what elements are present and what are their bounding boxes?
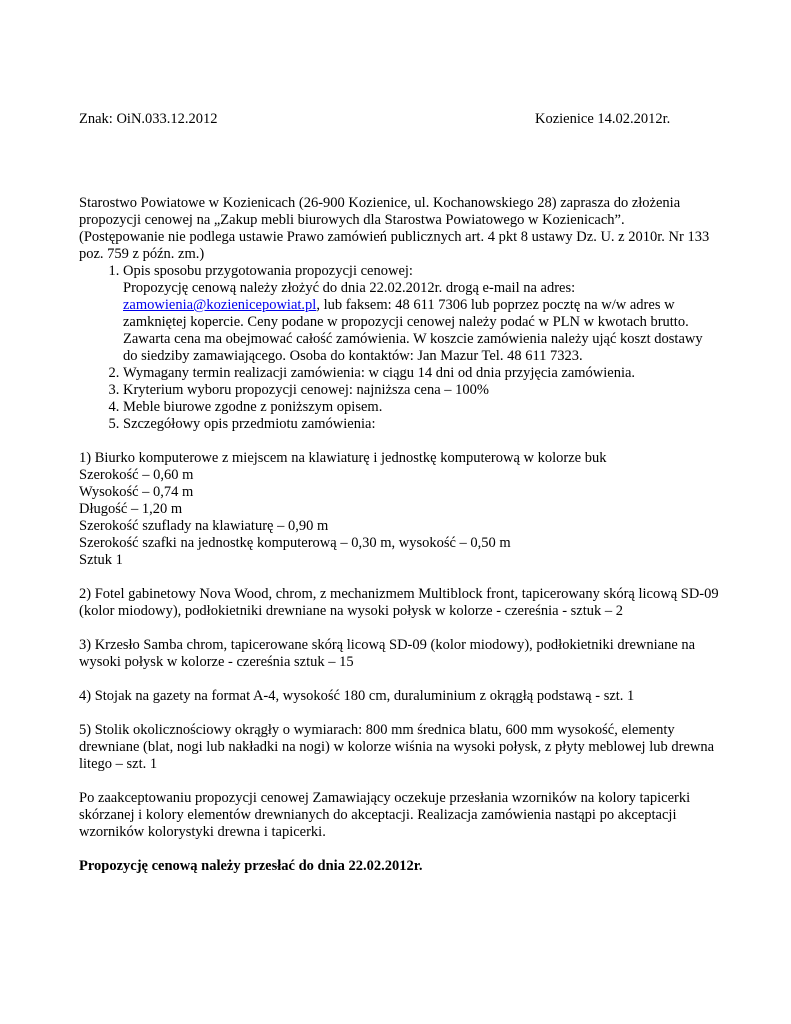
item-desk-cabinet: Szerokość szafki na jednostkę komputerową – 0,30 m, wysokość – 0,50 m bbox=[79, 535, 511, 551]
item-desk-title: 1) Biurko komputerowe z miejscem na klawiaturę i jednostkę komputerową w kolorze buk bbox=[79, 450, 607, 466]
submission-info: Propozycję cenową należy złożyć do dnia 22.02.2012r. drogą e-mail na adres: bbox=[123, 280, 576, 296]
list-item: 4. Meble biurowe zgodne z poniższym opisem. bbox=[123, 399, 719, 416]
deadline-notice: Propozycję cenową należy przesłać do dnia 22.02.2012r. bbox=[79, 858, 423, 874]
item-chair: 3) Krzesło Samba chrom, tapicerowane skórą licową SD-09 (kolor miodowy), podłokietniki drewniane na wysoki połysk w kolorze - czereśnia sztuk – 15 bbox=[79, 637, 696, 670]
reference-number: Znak: OiN.033.12.2012 bbox=[79, 111, 218, 127]
document-body bbox=[79, 195, 719, 875]
legal-note: (Postępowanie nie podlega ustawie Prawo zamówień publicznych art. 4 pkt 8 ustawy Dz. U. z 2010r. Nr 133 poz. 759 z późn. zm.) bbox=[79, 229, 710, 262]
closing-paragraph: Po zaakceptowaniu propozycji cenowej Zamawiający oczekuje przesłania wzorników na kolory tapicerki skórzanej i kolory elementów drewnianych do akceptacji. Realizacja zamówienia nastąpi po akceptacji wzorników kolorystyki drewna i tapicerki. bbox=[79, 790, 691, 840]
item-desk-qty: Sztuk 1 bbox=[79, 552, 123, 568]
email-link[interactable]: zamowienia@kozienicepowiat.pl bbox=[123, 297, 317, 313]
item-desk-length: Długość – 1,20 m bbox=[79, 501, 183, 517]
item-armchair: 2) Fotel gabinetowy Nova Wood, chrom, z mechanizmem Multiblock front, tapicerowany skórą licową SD-09 (kolor miodowy), podłokietniki drewniane na wysoki połysk w kolorze - czereśnia - sztuk – 2 bbox=[79, 586, 719, 619]
intro-paragraph: Starostwo Powiatowe w Kozienicach (26-900 Kozienice, ul. Kochanowskiego 28) zaprasza do złożenia propozycji cenowej na „Zakup mebli biurowych dla Starostwa Powiatowego w Kozienicach”. bbox=[79, 195, 681, 228]
item-desk bbox=[79, 450, 719, 569]
list-item: 2. Wymagany termin realizacji zamówienia: w ciągu 14 dni od dnia przyjęcia zamówienia. bbox=[123, 365, 719, 382]
item-desk-height: Wysokość – 0,74 m bbox=[79, 484, 194, 500]
item-coffee-table: 5) Stolik okolicznościowy okrągły o wymiarach: 800 mm średnica blatu, 600 mm wysokość, elementy drewniane (blat, nogi lub nakładki na nogi) w kolorze wiśnia na wysoki połysk, z płyty meblowej lub drewna litego – szt. 1 bbox=[79, 722, 715, 772]
list-item bbox=[123, 263, 719, 365]
list-item: 3. Kryterium wyboru propozycji cenowej: najniższa cena – 100% bbox=[123, 382, 719, 399]
list-item: 5. Szczegółowy opis przedmiotu zamówienia: bbox=[123, 416, 719, 433]
item-desk-drawer: Szerokość szuflady na klawiaturę – 0,90 m bbox=[79, 518, 329, 534]
item-desk-width: Szerokość – 0,60 m bbox=[79, 467, 194, 483]
submission-details: , lub faksem: 48 611 7306 lub poprzez pocztę na w/w adres w zamkniętej kopercie. Ceny podane w propozycji cenowej należy podać w PLN w kwotach brutto. Zawarta cena ma obejmować całość zamówienia. W koszcie zamówienia należy ująć koszt dostawy do siedziby zamawiającego. Osoba do kontaktów: Jan Mazur Tel. 48 611 7323. bbox=[123, 297, 703, 364]
requirements-list bbox=[79, 263, 719, 433]
place-date: Kozienice 14.02.2012r. bbox=[535, 111, 671, 127]
list-item-title: Opis sposobu przygotowania propozycji cenowej: bbox=[123, 263, 413, 279]
item-newspaper-rack: 4) Stojak na gazety na format A-4, wysokość 180 cm, duraluminium z okrągłą podstawą - szt. 1 bbox=[79, 688, 635, 704]
